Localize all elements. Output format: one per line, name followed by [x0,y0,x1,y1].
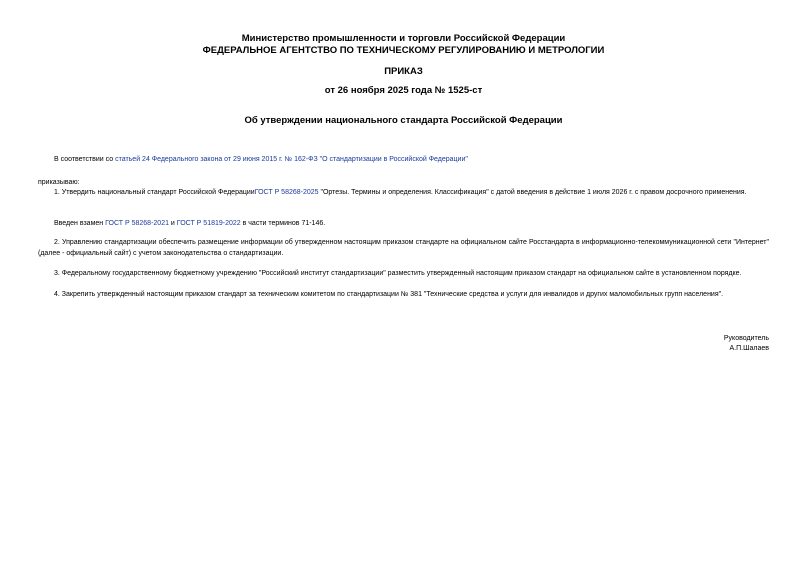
replacement-middle: и [168,220,177,227]
gost-51819-2022-link[interactable]: ГОСТ Р 51819-2022 [176,220,241,227]
signature-name: А.П.Шалаев [729,345,769,352]
decree-word: приказываю: [38,179,80,186]
item-1-suffix: "Ортезы. Термины и определения. Классификация" с датой введения в действие 1 июля 2026 г. с правом досрочного применения. [318,189,747,196]
gost-58268-2021-link[interactable]: ГОСТ Р 58268-2021 [105,220,169,227]
item-3-paragraph: 3. Федеральному государственному бюджетному учреждению "Российский институт стандартизации" разместить утвержденный настоящим приказом стандарт на официальном сайте в установленном порядке. [54,270,742,277]
federal-law-link[interactable]: статьей 24 Федерального закона от 29 июня 2015 г. № 162-ФЗ "О стандартизации в Российской Федерации" [115,156,468,163]
item-2-paragraph: 2. Управлению стандартизации обеспечить размещение информации об утвержденном настоящим приказом стандарте на официальном сайте Росстандарта в информационно-телекоммуникационной сети "Интернет" (далее - официальный сайт) с учетом законодательства о стандартизации. [38,239,769,257]
gost-58268-2025-link[interactable]: ГОСТ Р 58268-2025 [254,189,319,196]
agency-title: ФЕДЕРАЛЬНОЕ АГЕНТСТВО ПО ТЕХНИЧЕСКОМУ РЕГУЛИРОВАНИЮ И МЕТРОЛОГИИ [202,45,605,56]
item-1-paragraph [38,187,769,198]
ministry-title: Министерство промышленности и торговли Российской Федерации [241,33,566,44]
replacement-suffix: в части терминов 71-146. [240,220,326,227]
order-subject: Об утверждении национального стандарта Российской Федерации [244,115,563,126]
replacement-prefix: Введен взамен [54,220,106,227]
order-heading: ПРИКАЗ [384,66,423,77]
order-date-number: от 26 ноября 2025 года № 1525-ст [324,85,483,96]
basis-prefix: В соответствии со [54,156,116,163]
basis-paragraph [38,154,769,165]
item-4-paragraph: 4. Закрепить утвержденный настоящим приказом стандарт за техническим комитетом по стандартизации № 381 "Технические средства и услуги для инвалидов и других маломобильных групп населения". [54,291,724,298]
replacement-paragraph [38,218,769,229]
item-1-prefix: 1. Утвердить национальный стандарт Российской Федерации [54,189,255,196]
signature-title: Руководитель [723,335,769,342]
